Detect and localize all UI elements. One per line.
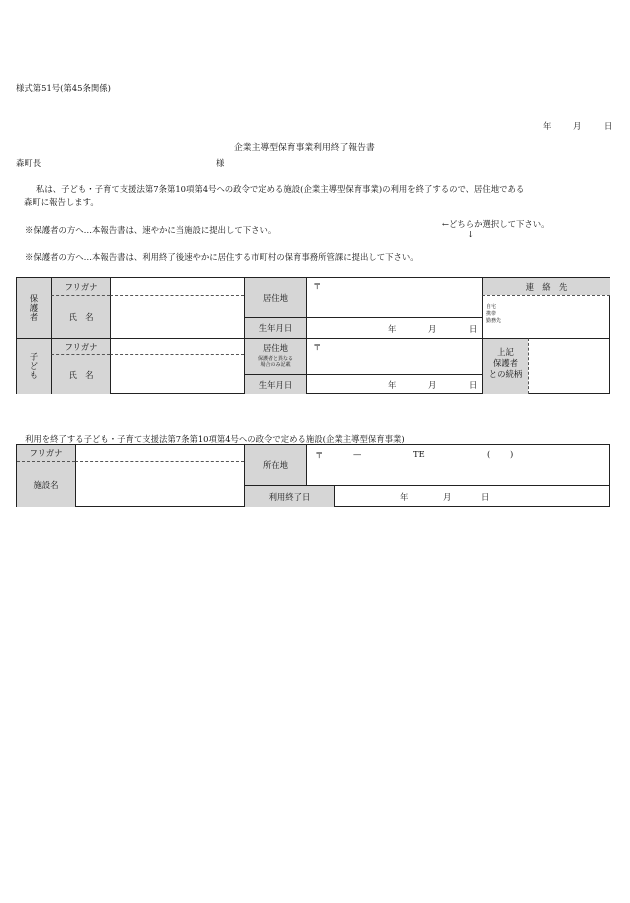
addressee: 森町長: [16, 158, 42, 168]
contact-header: 連 絡 先: [482, 278, 610, 295]
facility-location-field[interactable]: [306, 445, 610, 485]
child-residence-label-cell: [244, 338, 306, 374]
tel-paren-close: ): [510, 449, 514, 459]
down-arrow-icon: ↓: [467, 229, 475, 239]
end-date-field[interactable]: [334, 485, 610, 507]
end-month-label: 月: [443, 492, 452, 502]
form-number: 様式第51号(第45条関係): [16, 83, 111, 93]
body-text-line2: 森町に報告します。: [24, 197, 99, 207]
guardian-name-label: 氏 名: [51, 295, 110, 338]
child-birthdate-label: 生年月日: [244, 374, 306, 394]
relation-label-line2: 保護者: [492, 358, 519, 368]
facility-location-label: 所在地: [244, 445, 306, 485]
child-residence-field[interactable]: [306, 338, 482, 374]
contact-work-label: 勤務先: [486, 318, 502, 324]
child-residence-label: 居住地: [262, 343, 289, 353]
child-furigana-field[interactable]: [110, 338, 244, 354]
guardian-residence-field[interactable]: [306, 278, 482, 317]
postal-mark-icon: 〒: [313, 342, 322, 352]
end-year-label: 年: [400, 492, 409, 502]
birth-month-label: 月: [428, 380, 437, 390]
choice-note: ←どちらか選択して下さい。: [442, 219, 550, 229]
contact-home-label: 自宅: [486, 304, 497, 310]
birth-year-label: 年: [388, 380, 397, 390]
facility-name-field[interactable]: [75, 461, 244, 507]
child-name-field[interactable]: [110, 354, 244, 394]
guardian-residence-label: 居住地: [244, 278, 306, 317]
date-day-label: 日: [604, 121, 613, 131]
postal-mark-icon: 〒: [315, 450, 324, 460]
facility-name-label: 施設名: [17, 461, 75, 507]
note-facility-submit: ※保護者の方へ…本報告書は、速やかに当施設に提出して下さい。: [25, 225, 277, 235]
residence-note-line1: 保護者と異なる: [257, 356, 293, 362]
guardian-label-cell: [17, 278, 51, 338]
date-year-label: 年: [543, 121, 552, 131]
child-name-label: 氏 名: [51, 354, 110, 394]
date-month-label: 月: [573, 121, 582, 131]
contact-field[interactable]: [482, 295, 610, 338]
end-day-label: 日: [481, 492, 490, 502]
tel-label: TE: [413, 449, 425, 459]
guardian-furigana-label: フリガナ: [51, 278, 110, 295]
child-furigana-label: フリガナ: [51, 338, 110, 354]
birth-day-label: 日: [469, 380, 478, 390]
guardian-name-field[interactable]: [110, 295, 244, 338]
postal-mark-icon: 〒: [313, 281, 322, 291]
birth-year-label: 年: [388, 324, 397, 334]
relation-label-cell: [482, 338, 528, 394]
honorific: 様: [216, 158, 225, 168]
note-municipality-submit: ※保護者の方へ…本報告書は、利用終了後速やかに居住する市町村の保育事務所管課に提出して下さい。: [25, 252, 419, 262]
child-label: 子ども: [29, 352, 39, 381]
guardian-furigana-field[interactable]: [110, 278, 244, 295]
residence-note-line2: 場合のみ記載: [260, 362, 291, 368]
child-label-cell: [17, 338, 51, 394]
birth-month-label: 月: [428, 324, 437, 334]
guardian-label: 保護者: [29, 293, 39, 323]
postal-dash: —: [353, 449, 362, 459]
document-title: 企業主導型保育事業利用終了報告書: [234, 143, 375, 153]
facility-furigana-label: フリガナ: [17, 445, 75, 461]
relation-label-line3: との続柄: [488, 369, 523, 379]
guardian-birthdate-field[interactable]: [306, 317, 482, 338]
end-date-label: 利用終了日: [244, 485, 334, 507]
applicant-table: [16, 277, 610, 394]
tel-paren-open: (: [487, 449, 491, 459]
facility-section-heading: 利用を終了する子ども・子育て支援法第7条第10項第4号への政令で定める施設(企業主導型保育事業): [25, 434, 405, 444]
relation-field[interactable]: [528, 338, 610, 394]
facility-table: [16, 444, 610, 507]
child-birthdate-field[interactable]: [306, 374, 482, 394]
contact-mobile-label: 携帯: [486, 311, 497, 317]
facility-furigana-field[interactable]: [75, 445, 244, 461]
body-text-line1: 私は、子ども・子育て支援法第7条第10項第4号への政令で定める施設(企業主導型保育事業)の利用を終了するので、居住地である: [36, 184, 525, 194]
birth-day-label: 日: [469, 324, 478, 334]
relation-label-line1: 上記: [497, 347, 514, 357]
guardian-birthdate-label: 生年月日: [244, 317, 306, 338]
